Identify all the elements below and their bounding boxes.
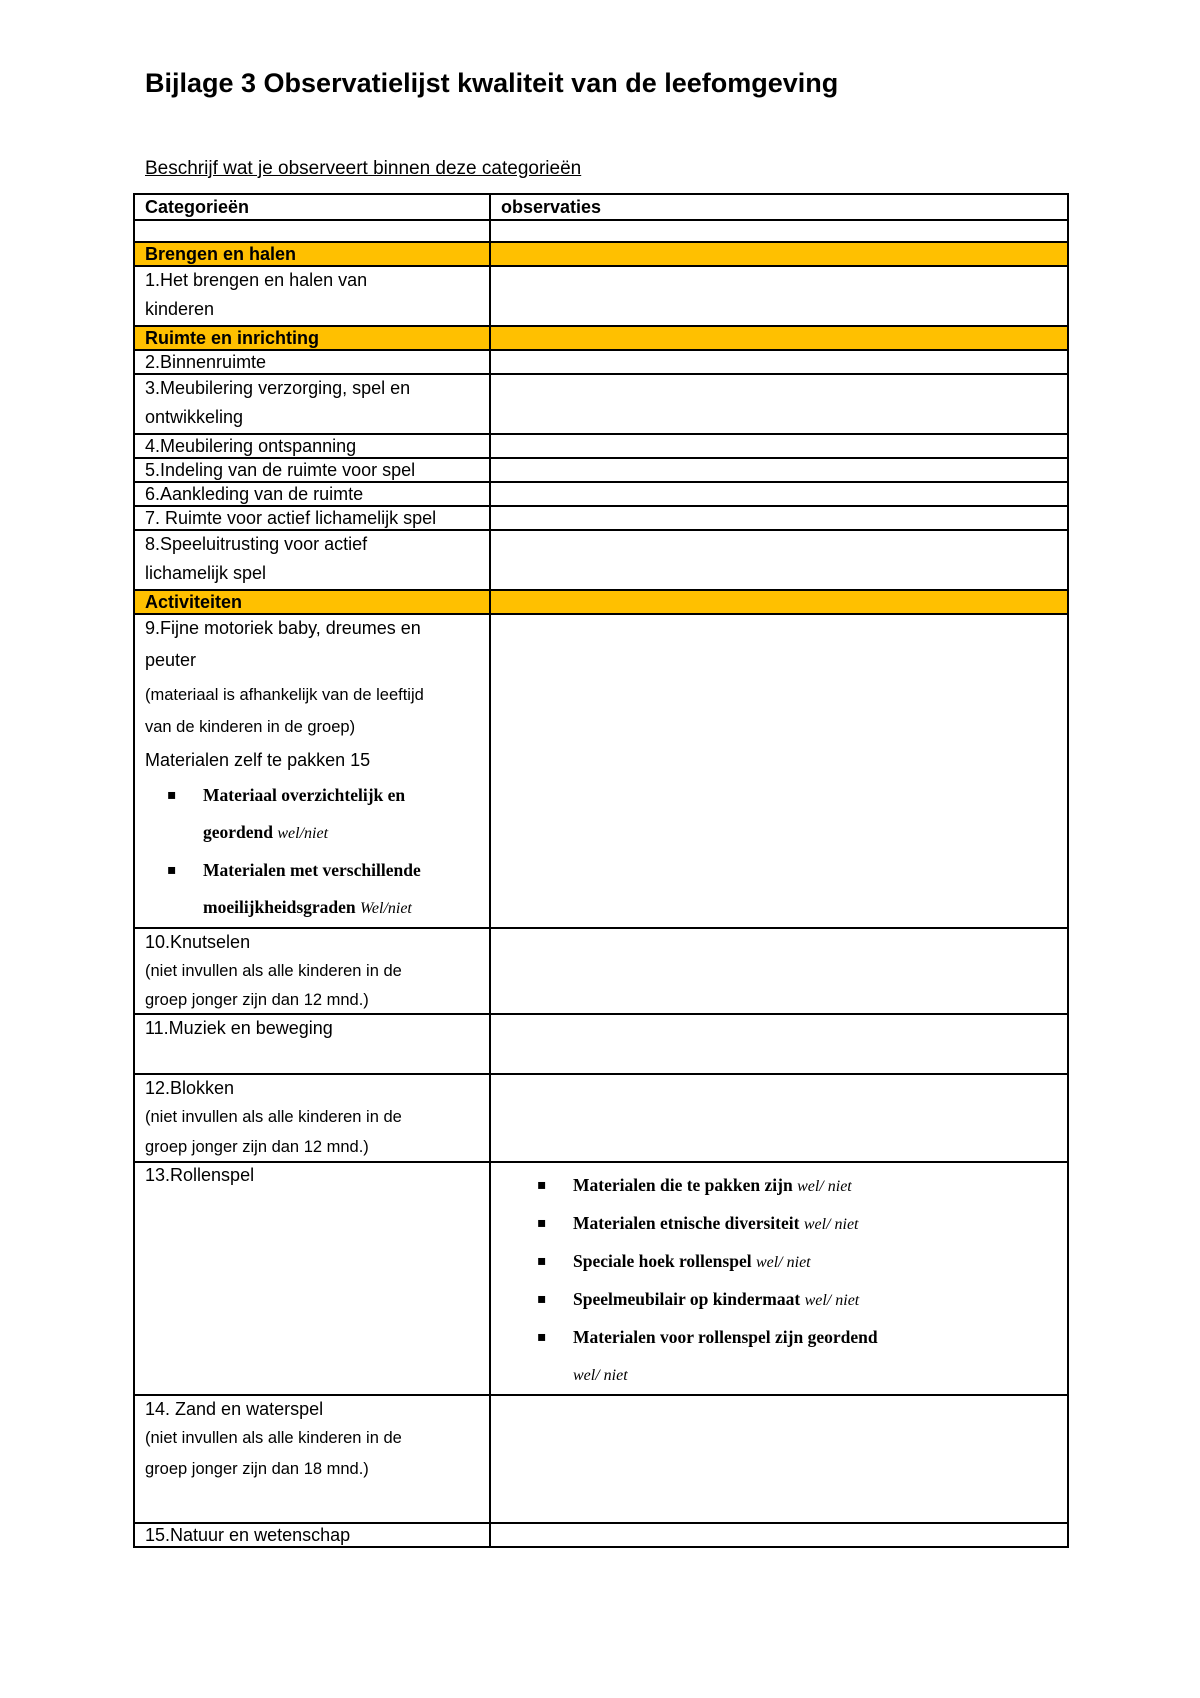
- category-cell: 11.Muziek en beweging: [134, 1014, 490, 1074]
- observation-cell[interactable]: [490, 530, 1068, 590]
- category-cell: 4.Meubilering ontspanning: [134, 434, 490, 458]
- observation-cell[interactable]: [490, 506, 1068, 530]
- category-cell: 2.Binnenruimte: [134, 350, 490, 374]
- category-cell: 12.Blokken (niet invullen als alle kinderen in de groep jonger zijn dan 12 mnd.): [134, 1074, 490, 1162]
- instruction-text: Beschrijf wat je observeert binnen deze categorieën: [145, 158, 582, 179]
- list-item: ▪ Materialen met verschillende moeilijkheidsgraden Wel/niet: [203, 852, 479, 927]
- table-row: [134, 1162, 1068, 1395]
- list-item: ▪ Materialen die te pakken zijn wel/ niet: [573, 1167, 1057, 1205]
- section-fill: [490, 590, 1068, 614]
- observation-cell[interactable]: [490, 266, 1068, 326]
- table-header-row: [134, 194, 1068, 220]
- table-row: [134, 1395, 1068, 1523]
- table-row: [134, 1523, 1068, 1547]
- category-cell: 13.Rollenspel: [134, 1162, 490, 1395]
- category-cell: 3.Meubilering verzorging, spel en ontwikkeling: [134, 374, 490, 434]
- list-item: ▪ Speelmeubilair op kindermaat wel/ niet: [573, 1281, 1057, 1319]
- observation-cell[interactable]: [490, 350, 1068, 374]
- category-cell: 1.Het brengen en halen van kinderen: [134, 266, 490, 326]
- category-cell: 14. Zand en waterspel (niet invullen als alle kinderen in de groep jonger zijn dan 18 mnd.): [134, 1395, 490, 1523]
- list-item: ▪ Materialen etnische diversiteit wel/ niet: [573, 1205, 1057, 1243]
- observation-cell[interactable]: [490, 458, 1068, 482]
- table-row: [134, 350, 1068, 374]
- observation-cell[interactable]: [490, 220, 1068, 242]
- table-row: [134, 374, 1068, 434]
- header-observations: observaties: [490, 194, 1068, 220]
- table-row: [134, 266, 1068, 326]
- table-row: [134, 1014, 1068, 1074]
- table-row: [134, 482, 1068, 506]
- checklist: [501, 1167, 1057, 1394]
- list-item: ▪ Materiaal overzichtelijk en geordend wel/niet: [203, 777, 479, 852]
- category-cell: [134, 220, 490, 242]
- category-cell: 9.Fijne motoriek baby, dreumes en peuter (materiaal is afhankelijk van de leeftijd van de kinderen in de groep) Materialen zelf te pakken 15 ▪ Materiaal overzichtelijk en geordend wel/niet ▪ Materialen met verschillende moeilijkheidsgraden Wel/niet: [134, 614, 490, 928]
- section-fill: [490, 242, 1068, 266]
- observation-cell[interactable]: [490, 1074, 1068, 1162]
- table-row: [134, 614, 1068, 928]
- category-cell: 5.Indeling van de ruimte voor spel: [134, 458, 490, 482]
- table-row: [134, 506, 1068, 530]
- observation-cell[interactable]: [490, 374, 1068, 434]
- table-row: [134, 458, 1068, 482]
- section-label: Brengen en halen: [134, 242, 490, 266]
- list-item: ▪ Speciale hoek rollenspel wel/ niet: [573, 1243, 1057, 1281]
- category-cell: 10.Knutselen (niet invullen als alle kinderen in de groep jonger zijn dan 12 mnd.): [134, 928, 490, 1014]
- observation-cell[interactable]: [490, 1014, 1068, 1074]
- observation-cell[interactable]: [490, 434, 1068, 458]
- observation-cell[interactable]: [490, 1523, 1068, 1547]
- section-label: Activiteiten: [134, 590, 490, 614]
- observation-cell[interactable]: [490, 928, 1068, 1014]
- category-cell: 6.Aankleding van de ruimte: [134, 482, 490, 506]
- table-row: [134, 928, 1068, 1014]
- section-fill: [490, 326, 1068, 350]
- observation-cell[interactable]: [490, 614, 1068, 928]
- table-row: [134, 1074, 1068, 1162]
- section-row-brengen: [134, 242, 1068, 266]
- table-row-empty: [134, 220, 1068, 242]
- table-row: [134, 530, 1068, 590]
- section-row-activiteiten: [134, 590, 1068, 614]
- section-row-ruimte: [134, 326, 1068, 350]
- observation-table: [133, 193, 1069, 1548]
- document-title: Bijlage 3 Observatielijst kwaliteit van de leefomgeving: [145, 68, 839, 98]
- header-categories: Categorieën: [134, 194, 490, 220]
- checklist: [145, 777, 479, 927]
- category-cell: 7. Ruimte voor actief lichamelijk spel: [134, 506, 490, 530]
- section-label: Ruimte en inrichting: [134, 326, 490, 350]
- category-cell: 15.Natuur en wetenschap: [134, 1523, 490, 1547]
- observation-cell[interactable]: [490, 1395, 1068, 1523]
- category-cell: 8.Speeluitrusting voor actief lichamelijk spel: [134, 530, 490, 590]
- observation-cell[interactable]: [490, 482, 1068, 506]
- list-item: ▪ Materialen voor rollenspel zijn geordend wel/ niet: [573, 1319, 1057, 1394]
- table-row: [134, 434, 1068, 458]
- observation-cell[interactable]: [490, 1162, 1068, 1395]
